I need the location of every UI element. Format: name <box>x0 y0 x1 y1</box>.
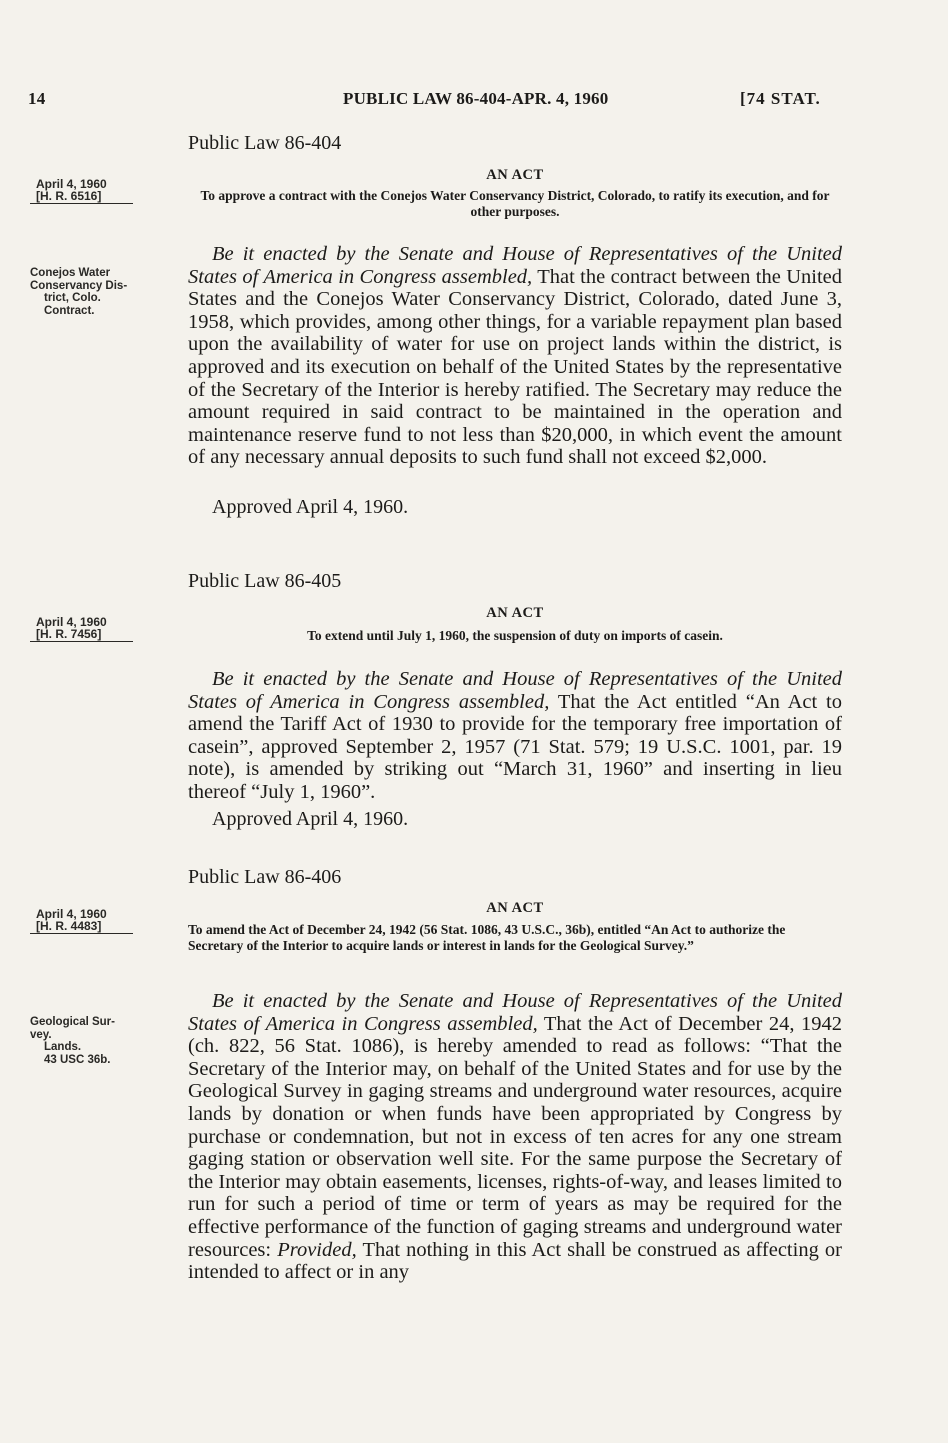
approved-86-404: Approved April 4, 1960. <box>212 496 409 518</box>
body-text-continued: That nothing in this Act shall be construed as affecting or intended to affect or in any <box>188 1238 842 1284</box>
page-number: 14 <box>28 89 46 108</box>
law-body-86-406 <box>188 990 842 1284</box>
margin-note-line: Conservancy Dis- <box>30 279 128 292</box>
margin-note-line: trict, Colo. <box>44 292 101 304</box>
body-text: That the Act entitled “An Act to amend the Tariff Act of 1930 to provide for the temporary free importation of casein”, approved September 2, 1957 (71 Stat. 579; 19 U.S.C. 1001, par. 19 note), is amended by striking out “March 31, 1960” and inserting in lieu thereof “July 1, 1960”. <box>188 690 842 803</box>
enacting-clause: Be it enacted by the Senate and House of Representatives of the United States of America in Congress assembled, <box>188 668 842 713</box>
volume-reference: [74 STAT. <box>740 89 821 108</box>
running-title: PUBLIC LAW 86-404-APR. 4, 1960 <box>343 89 609 108</box>
an-act-heading: AN ACT <box>486 900 544 916</box>
margin-date-86-405 <box>30 616 165 642</box>
margin-date-text: April 4, 1960 <box>36 615 107 629</box>
law-title-86-405: Public Law 86-405 <box>188 570 342 592</box>
margin-bill-number: [H. R. 7456] <box>36 627 102 641</box>
margin-date-86-406 <box>30 908 165 934</box>
margin-rule <box>30 933 133 934</box>
law-summary-86-405: To extend until July 1, 1960, the suspension of duty on imports of casein. <box>307 628 723 643</box>
margin-note-line: vey. <box>30 1028 52 1041</box>
margin-bill-number: [H. R. 4483] <box>36 919 102 933</box>
margin-rule <box>30 641 133 642</box>
margin-rule <box>30 203 133 204</box>
law-body-86-404 <box>188 243 842 469</box>
body-text: That the Act of December 24, 1942 (ch. 822, 56 Stat. 1086), is hereby amended to read as follows: “That the Secretary of the Interior may, on behalf of the United States and for use by the Geological Survey in gaging streams and underground water resources, acquire lands by donation or when funds have been appropriated by Congress by purchase or condemnation, but not in excess of ten acres for any one stream gaging station or observation well site. For the same purpose the Secretary of the Interior may obtain easements, licenses, rights-of-way, and leases limited to run for such a period of time or term of years as may be required for the effective performance of the function of gaging streams and underground water resources: <box>188 1012 842 1261</box>
margin-note-line: 43 USC 36b. <box>44 1053 111 1066</box>
margin-bill-number: [H. R. 6516] <box>36 189 102 203</box>
law-title-86-406: Public Law 86-406 <box>188 866 342 888</box>
margin-date-text: April 4, 1960 <box>36 177 107 191</box>
margin-date-86-404 <box>30 178 165 204</box>
enacting-clause: Be it enacted by the Senate and House of Representatives of the United States of America in Congress assembled, <box>188 243 842 288</box>
proviso-word: Provided, <box>277 1238 357 1261</box>
margin-note-line: Lands. <box>44 1041 82 1053</box>
law-title-86-404: Public Law 86-404 <box>188 132 342 154</box>
an-act-heading: AN ACT <box>486 605 544 621</box>
margin-date-text: April 4, 1960 <box>36 907 107 921</box>
law-summary-86-406: To amend the Act of December 24, 1942 (56 Stat. 1086, 43 U.S.C., 36b), entitled “An Act to authorize the Secretary of the Interior to acquire lands or interest in lands for the Geological Survey.” <box>188 922 786 953</box>
an-act-heading: AN ACT <box>486 167 544 183</box>
law-summary-86-404: To approve a contract with the Conejos Water Conservancy District, Colorado, to ratify its execution, and for other purposes. <box>200 188 830 219</box>
margin-note-line: Conejos Water <box>30 267 111 279</box>
margin-note-86-404 <box>30 267 175 317</box>
margin-note-line: Contract. <box>44 304 95 317</box>
enacting-clause: Be it enacted by the Senate and House of Representatives of the United States of America in Congress assembled, <box>188 990 842 1035</box>
body-text: That the contract between the United States and the Conejos Water Conservancy District, Colorado, dated June 3, 1958, which provides, among other things, for a variable repayment plan based upon the availability of water for use on project lands within the district, is approved and its execution on behalf of the United States by the representative of the Secretary of the Interior is hereby ratified. The Secretary may reduce the amount required in said contract to be maintained in the operation and maintenance reserve fund to not less than $20,000, in which event the amount of any necessary annual deposits to such fund shall not exceed $2,000. <box>188 265 842 469</box>
law-body-86-405 <box>188 668 842 804</box>
approved-86-405: Approved April 4, 1960. <box>212 808 409 830</box>
margin-note-86-406 <box>30 1016 175 1066</box>
margin-note-line: Geological Sur- <box>30 1016 115 1028</box>
